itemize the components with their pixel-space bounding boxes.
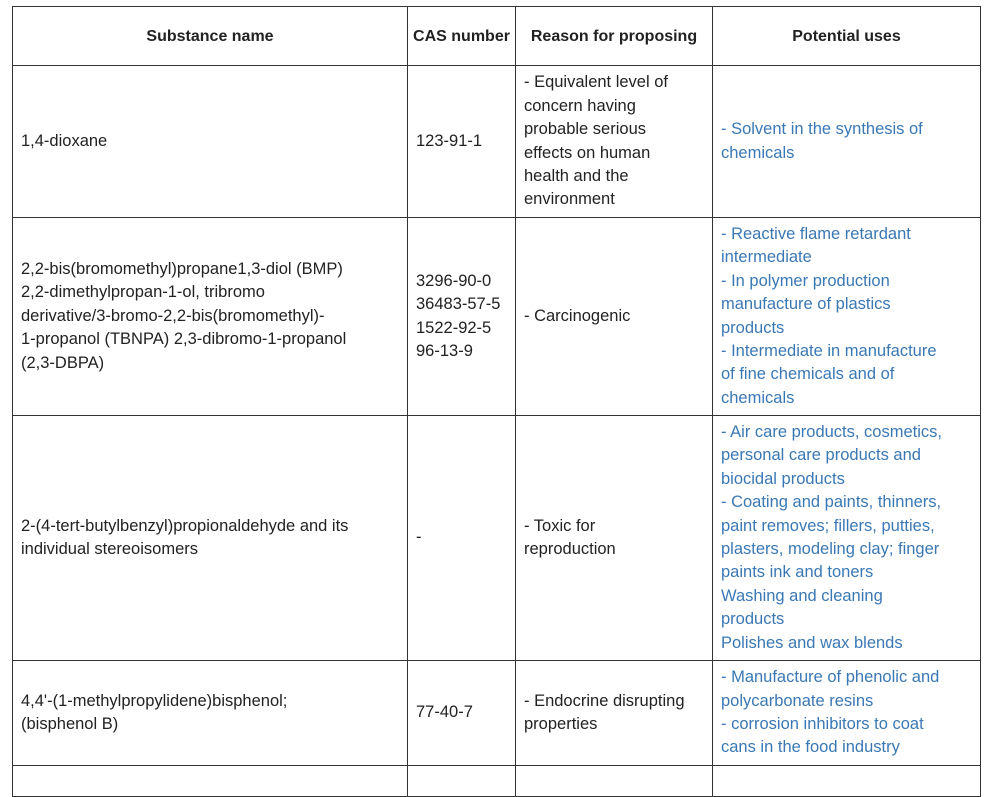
potential-use-line: - Manufacture of phenolic and [721, 668, 940, 687]
potential-use-line: cans in the food industry [721, 738, 900, 757]
reason-cell [516, 661, 713, 766]
potential-use-line: - In polymer production [721, 271, 890, 290]
reason-line: probable serious [524, 120, 646, 139]
potential-use-line: chemicals [721, 143, 795, 162]
potential-use-line: paints ink and toners [721, 563, 874, 582]
cas-number-line: 36483-57-5 [416, 295, 501, 314]
potential-use-line: biocidal products [721, 469, 845, 488]
reason-line: - Endocrine disrupting [524, 691, 685, 710]
potential-use-line: - Reactive flame retardant [721, 224, 911, 243]
potential-use-line: - Air care products, cosmetics, [721, 422, 942, 441]
substance-name-cell [13, 661, 408, 766]
potential-uses-cell [713, 416, 981, 661]
potential-use-line: products [721, 610, 785, 629]
potential-use-line: manufacture of plastics [721, 295, 891, 314]
potential-use-line: products [721, 318, 785, 337]
header-reason: Reason for proposing [516, 7, 713, 66]
substance-name-cell [13, 416, 408, 661]
cas-number-line: 3296-90-0 [416, 271, 492, 290]
potential-use-line: chemicals [721, 388, 795, 407]
cas-number-cell [408, 66, 516, 218]
header-cas-number: CAS number [408, 7, 516, 66]
substance-name-cell [13, 66, 408, 218]
cas-number-line: 123-91-1 [416, 131, 483, 150]
table-row [13, 416, 981, 661]
cas-number-cell [408, 661, 516, 766]
substance-name-line: (2,3-DBPA) [21, 353, 105, 372]
potential-use-line: Washing and cleaning [721, 586, 883, 605]
reason-line: - Toxic for [524, 516, 596, 535]
substance-name-cell-empty [13, 766, 408, 797]
potential-use-line: - Intermediate in manufacture [721, 341, 937, 360]
potential-use-line: personal care products and [721, 446, 921, 465]
cas-number-line: 96-13-9 [416, 341, 473, 360]
header-potential-uses: Potential uses [713, 7, 981, 66]
reason-line: effects on human [524, 143, 651, 162]
potential-use-line: polycarbonate resins [721, 691, 874, 710]
cas-number-cell [408, 218, 516, 416]
reason-line: concern having [524, 96, 636, 115]
potential-use-line: intermediate [721, 248, 812, 267]
substance-name-line: 1,4-dioxane [21, 131, 108, 150]
table-row [13, 66, 981, 218]
potential-use-line: - Solvent in the synthesis of [721, 120, 923, 139]
cas-number-line: 77-40-7 [416, 703, 473, 722]
potential-uses-cell [713, 66, 981, 218]
table-row-partial [13, 766, 981, 797]
substance-name-line: 2-(4-tert-butylbenzyl)propionaldehyde and its [21, 516, 349, 535]
potential-uses-cell-empty [713, 766, 981, 797]
potential-use-line: - corrosion inhibitors to coat [721, 715, 924, 733]
reason-line: properties [524, 715, 598, 733]
potential-use-line: plasters, modeling clay; finger [721, 540, 940, 558]
header-substance-name: Substance name [13, 7, 408, 66]
reason-cell [516, 218, 713, 416]
substance-name-line: (bisphenol B) [21, 715, 119, 733]
cas-number-cell-empty [408, 766, 516, 797]
reason-line: environment [524, 190, 615, 209]
reason-line: health and the [524, 166, 629, 185]
potential-use-line: Polishes and wax blends [721, 633, 903, 652]
reason-line: - Carcinogenic [524, 306, 631, 325]
cas-number-cell [408, 416, 516, 661]
substance-name-line: 1-propanol (TBNPA) 2,3-dibromo-1-propanol [21, 330, 347, 349]
substance-name-cell [13, 218, 408, 416]
reason-line: - Equivalent level of [524, 73, 668, 92]
reason-cell-empty [516, 766, 713, 797]
substance-name-line: derivative/3-bromo-2,2-bis(bromomethyl)- [21, 306, 325, 325]
substance-name-line: 2,2-dimethylpropan-1-ol, tribromo [21, 283, 265, 302]
potential-use-line: - Coating and paints, thinners, [721, 493, 942, 512]
reason-cell [516, 416, 713, 661]
substances-table [12, 6, 981, 797]
potential-uses-cell [713, 661, 981, 766]
reason-line: reproduction [524, 540, 616, 558]
substance-name-line: individual stereoisomers [21, 540, 198, 558]
cas-number-line: 1522-92-5 [416, 318, 492, 337]
substance-name-line: 2,2-bis(bromomethyl)propane1,3-diol (BMP) [21, 259, 343, 278]
table-row [13, 218, 981, 416]
cas-number-line: - [416, 528, 422, 547]
substance-name-line: 4,4'-(1-methylpropylidene)bisphenol; [21, 691, 288, 710]
potential-use-line: of fine chemicals and of [721, 365, 895, 384]
potential-use-line: paint removes; fillers, putties, [721, 516, 935, 535]
table-row [13, 661, 981, 766]
potential-uses-cell [713, 218, 981, 416]
header-row [13, 7, 981, 66]
reason-cell [516, 66, 713, 218]
